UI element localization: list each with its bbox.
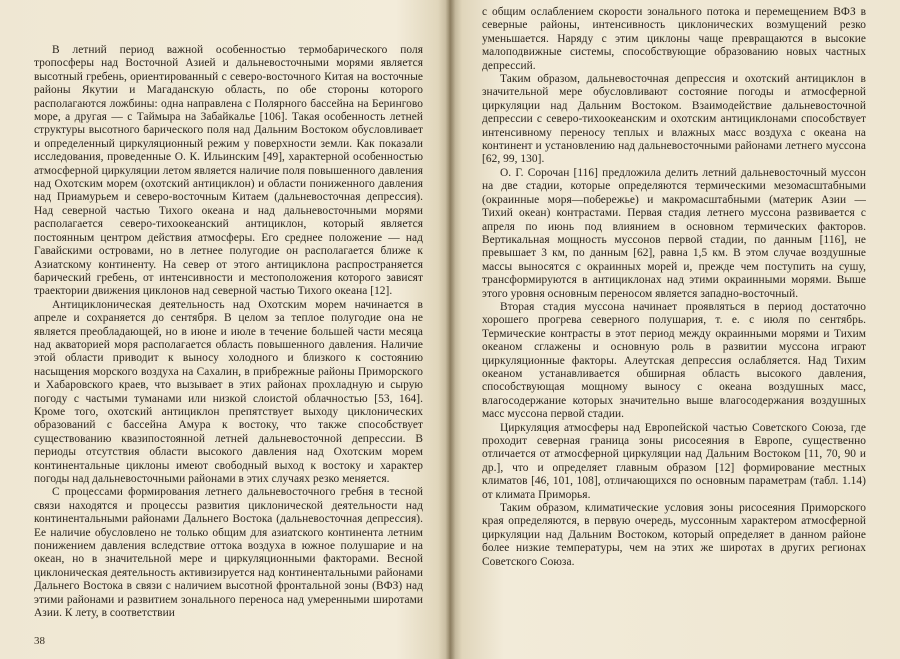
left-page — [0, 0, 449, 659]
paragraph: Таким образом, дальневосточная депрессия и охотский антициклон в значительной мере обусловливают состояние погоды и атмосферной циркуляции над Дальним Востоком. Взаимодействие дальневосточной депрессии с северо-тихоокеанским и охотским антициклонами способствует интенсивному переносу теплых и влажных масс воздуха с океана на континент и установлению над дальневосточными районами летнего муссона [62, 99, 130]. — [482, 73, 866, 166]
paragraph: Циркуляция атмосферы над Европейской частью Советского Союза, где проходит северная граница зоны рисосеяния в Европе, существенно отличается от атмосферной циркуляции над Дальним Востоком [11, 70, 90 и др.], что и определяет главным образом [12] формирование местных климатов [46, 101, 108], отличающихся по основным параметрам (табл. 1.14) от климата Приморья. — [482, 421, 866, 501]
paragraph: О. Г. Сорочан [116] предложила делить летний дальневосточный муссон на две стадии, которые определяются термическими мезомасштабными (окраинные моря—побережье) и макромасштабными (материк Азии — Тихий океан) контрастами. Первая стадия летнего муссона развивается с апреля по июнь под влиянием в основном термических факторов. Вертикальная мощность муссонов первой стадии, по данным [116], не превышает 3 км, по данным [62], равна 1,5 км. В этом случае воздушные массы выносятся с окраинных морей и, прежде чем поступить на сушу, трансформируются в антициклонах над этими окраинными морями. Выше этого уровня основным переносом является западно-восточный. — [482, 166, 866, 300]
paragraph: с общим ослаблением скорости зонального потока и перемещением ВФЗ в северные районы, интенсивность циклонических возмущений резко уменьшается. Наряду с этим циклоны чаще превращаются в высокие малоподвижные системы, способствующие образованию новых частных депрессий. — [482, 6, 866, 72]
page-number: 38 — [34, 635, 45, 647]
paragraph: Антициклоническая деятельность над Охотским морем начинается в апреле и сохраняется до сентября. В целом за теплое полугодие она не является преобладающей, но в июне и июле в течение большей части месяца над акваторией моря располагается область повышенного давления. Наличие этой области приводит к выносу холодного и близкого к состоянию насыщения морского воздуха на Сахалин, в прибрежные районы Приморского и Хабаровского краев, что вызывает в этих районах прохладную и сырую погоду с частыми туманами или низкой слоистой облачностью [53, 164]. Кроме того, охотский антициклон препятствует выходу циклонических образований с бассейна Амура к востоку, что также способствует существованию квазипостоянной летней дальневосточной депрессии. В периоды отсутствия области высокого давления над Охотским морем континентальные циклоны имеют свободный выход к востоку и характер погоды над дальневосточными районами в этих случаях резко меняется. — [34, 298, 423, 485]
paragraph: Таким образом, климатические условия зоны рисосеяния Приморского края определяются, в первую очередь, муссонным характером атмосферной циркуляции над Дальним Востоком, который определяет в данном районе более низкие температуры, чем на этих же широтах в других регионах Советского Союза. — [482, 502, 866, 568]
right-page — [452, 0, 900, 659]
paragraph: В летний период важной особенностью термобарического поля тропосферы над Восточной Азией и дальневосточными морями является высотный гребень, ориентированный с северо-восточного Китая на восточные районы Якутии и Магаданскую область, по обе стороны которого располагаются ложбины: одна направлена с Полярного бассейна на Берингово море, а другая — с Таймыра на Забайкалье [106]. Такая особенность летней структуры высотного барического поля над Дальним Востоком обусловливает и определенный циркуляционный режим у поверхности земли. Как показали исследования, проведенные О. К. Ильинским [49], характерной особенностью атмосферной циркуляции летом является наличие поля повышенного давления над Охотским морем (охотский антициклон) и области пониженного давления над Приамурьем и северо-восточным Китаем (дальневосточная депрессия). Над северной частью Тихого океана и над дальневосточными морями располагается северо-тихоокеанский антициклон, который является постоянным центром действия атмосферы. Его среднее положение — над Гавайскими островами, но в летнее полугодие он располагается ближе к Азиатскому континенту. На север от этого антициклона распространяется барический гребень, от интенсивности и местоположения которого зависят траектории движения циклонов над северной частью Тихого океана [12]. — [34, 44, 423, 298]
paragraph: Вторая стадия муссона начинает проявляться в период достаточно хорошего прогрева северного полушария, т. е. с июля по сентябрь. Термические контрасты в этот период между окраинными морями и Тихим океаном сглажены и основную роль в развитии муссона играют циркуляционные факторы. Алеутская депрессия ослабляется. Над Тихим океаном устанавливается обширная область высокого давления, способствующая мощному выносу с океана воздушных масс, влагосодержание которых значительно выше влагосодержания воздушных масс муссона первой стадии. — [482, 300, 866, 421]
paragraph: С процессами формирования летнего дальневосточного гребня в тесной связи находятся и процессы развития циклонической деятельности над континентальными районами Дальнего Востока (дальневосточная депрессия). Ее наличие обусловлено не только общим для азиатского континента летним понижением давления вследствие оттока воздуха в южное полушарие и на океан, но в значительной мере и циркуляционными факторами. Весной циклоническая деятельность активизируется над континентальными районами Дальнего Востока в связи с наличием высотной фронтальной зоны (ВФЗ) над этими районами и развитием зонального переноса над умеренными широтами Азии. К лету, в соответствии — [34, 486, 423, 620]
